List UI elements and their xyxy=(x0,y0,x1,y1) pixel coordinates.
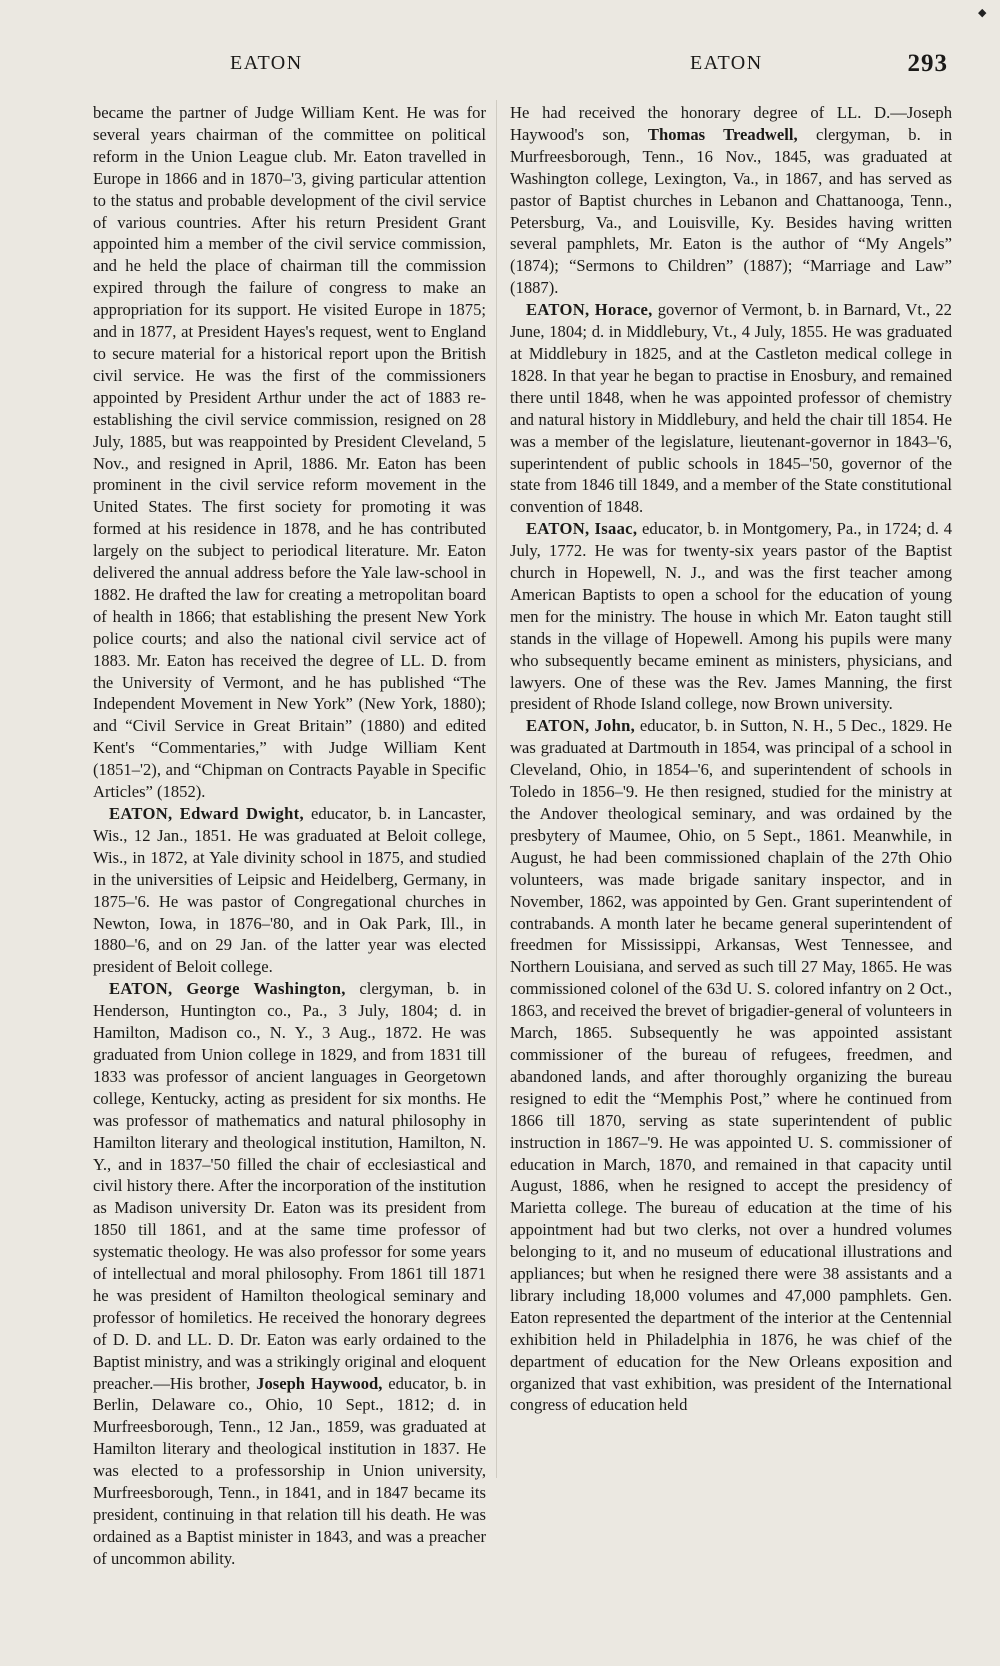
entry-body: He had received the honorary degree of LL. D.—Joseph Haywood's son, xyxy=(510,103,952,144)
sub-entry-name: Joseph Haywood, xyxy=(256,1373,383,1393)
entry-edward-dwight-eaton xyxy=(93,803,486,978)
entry-headword: EATON, Edward Dwight, xyxy=(109,804,304,823)
column-divider xyxy=(496,100,497,1478)
entry-headword: EATON, Horace, xyxy=(526,300,653,320)
right-column xyxy=(510,102,952,1416)
entry-body: educator, b. in Sutton, N. H., 5 Dec., 1829. He was graduated at Dartmouth in 1854, was principal of a school in Cleveland, Ohio, in 1854–'6, and superintendent of schools in Toledo in 1856–'9. He then resigned, studied for the ministry at the Andover theological seminary, and was ordained by the presbytery of Maumee, Ohio, on 5 Sept., 1861. Meanwhile, in August, he had been commissioned chaplain of the 27th Ohio volunteers, was made brigade sanitary inspector, and in November, 1862, was appointed by Gen. Grant superintendent of contrabands. A month later he became general superintendent of freedmen for Mississippi, Arkansas, West Tennessee, and Northern Louisiana, and served as such till 27 May, 1865. He was commissioned colonel of the 63d U. S. colored infantry on 2 Oct., 1863, and received the brevet of brigadier-general of volunteers in March, 1865. Subsequently he was appointed assistant commissioner of the bureau of refugees, freedmen, and abandoned lands, and after thoroughly organizing the bureau resigned to edit the “Memphis Post,” where he continued from 1866 till 1870, serving as state superintendent of public instruction in 1867–'9. He was appointed U. S. commissioner of education in March, 1870, and remained in that capacity until August, 1886, when he resigned to accept the presidency of Marietta college. The bureau of education at the time of his appointment had but two clerks, not over a hundred volumes belonging to it, and no museum of educational illustrations and appliances; but when he resigned there were 38 assistants and a library including 18,000 volumes and 47,000 pamphlets. Gen. Eaton represented the department of the interior at the Centennial exhibition held in Philadelphia in 1876, he was chief of the department of education for the New Orleans exposition and organized that vast exhibition, was president of the International congress of education held xyxy=(510,716,953,1415)
entry-body: governor of Vermont, b. in Barnard, Vt., 22 June, 1804; d. in Middlebury, Vt., 4 July, 1855. He was graduated at Middlebury in 1825, and at the Castleton medical college in 1828. In that year he began to practise in Enosbury, and remained there until 1848, when he was appointed professor of chemistry and natural history in Middlebury, and held the chair till 1854. He was a member of the legislature, lieutenant-governor in 1843–'6, superintendent of public schools in 1845–'50, governor of the state from 1846 till 1849, and a member of the State constitutional convention of 1848. xyxy=(510,300,952,517)
running-head-left: EATON xyxy=(230,52,303,74)
continued-entry-paragraph: became the partner of Judge William Kent. He was for several years chairman of the committee on political reform in the Union League club. Mr. Eaton travelled in Europe in 1866 and in 1870–'3, giving particular attention to the status and probable development of the civil service of various countries. After his return President Grant appointed him a member of the civil service commission, and he held the place of chairman till the commission expired through the failure of congress to make an appropriation for its support. He visited Europe in 1875; and in 1877, at President Hayes's request, went to England to secure material for a historical report upon the British civil service. He was the first of the commissioners appointed by President Arthur under the act of 1883 re-establishing the civil service commission, resigned on 28 July, 1885, but was reappointed by President Cleveland, 5 Nov., and resigned in April, 1886. Mr. Eaton has been prominent in the civil service reform movement in the United States. The first society for promoting it was formed at his residence in 1878, and he has contributed largely on the subject to periodical literature. Mr. Eaton delivered the annual address before the Yale law-school in 1882. He drafted the law for creating a metropolitan board of health in 1866; that establishing the present New York police courts; and also the national civil service act of 1883. Mr. Eaton has received the degree of LL. D. from the University of Vermont, and he has published “The Independent Movement in New York” (New York, 1880); and “Civil Service in Great Britain” (1880) and edited Kent's “Commentaries,” with Judge William Kent (1851–'2), and “Chipman on Contracts Payable in Specific Articles” (1852). xyxy=(93,103,486,802)
entry-body: clergyman, b. in Murfreesborough, Tenn., 16 Nov., 1845, was graduated at Washington college, Lexington, Va., in 1867, and has served as pastor of Baptist churches in Lebanon and Chattanooga, Tenn., Petersburg, Va., and Louisville, Ky. Besides having written several pamphlets, Mr. Eaton is the author of “My Angels” (1874); “Sermons to Children” (1887); “Marriage and Law” (1887). xyxy=(510,124,952,298)
sub-entry-name: Thomas Treadwell, xyxy=(647,124,798,144)
continued-entry-paragraph xyxy=(510,102,952,299)
entry-john-eaton xyxy=(510,715,952,1416)
entry-body: educator, b. in Lancaster, Wis., 12 Jan., 1851. He was graduated at Beloit college, Wis., in 1872, at Yale divinity school in 1875, and studied in the universities of Leipsic and Heidelberg, Germany, in 1875–'6. He was pastor of Congregational churches in Newton, Iowa, in 1876–'80, and in Oak Park, Ill., in 1880–'6, and on 29 Jan. of the latter year was elected president of Beloit college. xyxy=(93,804,486,977)
entry-body: clergyman, b. in Henderson, Huntington co., Pa., 3 July, 1804; d. in Hamilton, Madison co., N. Y., 3 Aug., 1872. He was graduated from Union college in 1829, and from 1831 till 1833 was professor of ancient languages in Georgetown college, Kentucky, acting as president for six months. He was professor of mathematics and natural philosophy in Hamilton literary and theological institution, Hamilton, N. Y., and in 1837–'50 filled the chair of ecclesiastical and civil history there. After the incorporation of the institution as Madison university Dr. Eaton was its president from 1850 till 1861, and at the same time professor of systematic theology. He was also professor for some years of intellectual and moral philosophy. From 1861 till 1871 he was president of Hamilton theological seminary and professor of homiletics. He received the honorary degrees of D. D. and LL. D. Dr. Eaton was early ordained to the Baptist ministry, and was a strikingly original and eloquent preacher.—His brother, xyxy=(93,979,486,1393)
page-number: 293 xyxy=(907,50,948,77)
entry-george-washington-eaton xyxy=(93,978,486,1569)
entry-body: educator, b. in Montgomery, Pa., in 1724; d. 4 July, 1772. He was for twenty-six years pastor of the Baptist church in Hopewell, N. J., and was the first teacher among American Baptists to open a school for the education of young men for the ministry. The house in which Mr. Eaton taught still stands in the village of Hopewell. Among his pupils were many who subsequently became eminent as ministers, physicians, and lawyers. One of these was the Rev. James Manning, the first president of Rhode Island college, now Brown university. xyxy=(510,519,952,714)
entry-headword: EATON, Isaac, xyxy=(526,519,638,539)
running-head-right: EATON xyxy=(690,52,763,74)
entry-headword: EATON, George Washington, xyxy=(109,979,346,999)
ink-spot-mark: ◆ xyxy=(978,7,987,19)
left-column xyxy=(93,102,486,1570)
entry-body: educator, b. in Berlin, Delaware co., Ohio, 10 Sept., 1812; d. in Murfreesborough, Tenn., 12 Jan., 1859, was graduated at Hamilton literary and theological institution in 1837. He was elected to a professorship in Union university, Murfreesborough, Tenn., in 1841, and in 1847 became its president, continuing in that relation till his death. He was ordained as a Baptist minister in 1843, and was a preacher of uncommon ability. xyxy=(93,1373,486,1568)
entry-headword: EATON, John, xyxy=(526,716,636,736)
entry-isaac-eaton xyxy=(510,518,952,715)
entry-horace-eaton xyxy=(510,299,952,518)
